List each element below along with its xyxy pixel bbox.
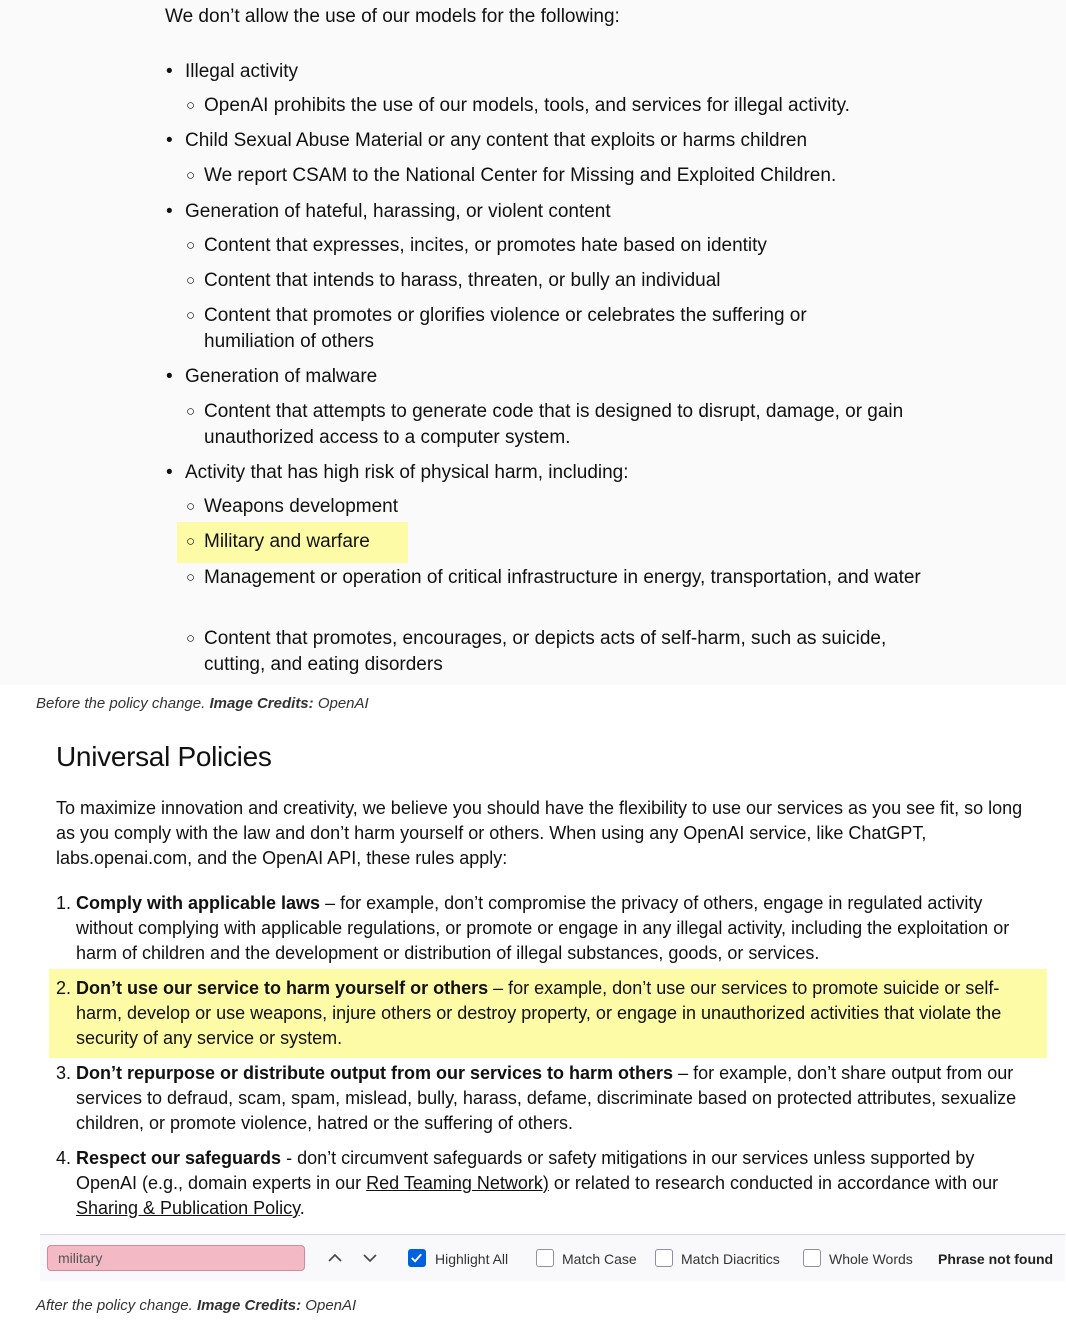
usage-intro: We don’t allow the use of our models for the following: (165, 6, 620, 27)
list-item: • Generation of malware (166, 364, 377, 390)
sub-list-item: ○ Weapons development (186, 496, 398, 517)
sub-list-item: ○ Content that promotes, encourages, or depicts acts of self-harm, such as suicide, cutting, and eating disorders (186, 628, 887, 675)
sharing-policy-link[interactable]: Sharing & Publication Policy (76, 1198, 300, 1218)
checkmark-icon (409, 1250, 424, 1265)
policies-paragraph: To maximize innovation and creativity, we believe you should have the flexibility to use our services as you see fit, so long as you comply with the law and don’t harm yourself or others. When using any OpenAI service, like ChatGPT, labs.openai.com, and the OpenAI API, these rules apply: (56, 798, 1023, 868)
red-teaming-link[interactable]: Red Teaming Network) (366, 1173, 549, 1193)
match-diacritics-checkbox[interactable] (655, 1249, 673, 1267)
chevron-down-icon[interactable] (360, 1248, 380, 1268)
list-item: • Child Sexual Abuse Material or any content that exploits or harms children (166, 128, 807, 154)
chevron-up-icon[interactable] (325, 1248, 345, 1268)
sub-list-item: ○ Management or operation of critical infrastructure in energy, transportation, and water (186, 567, 921, 588)
match-case-label[interactable]: Match Case (562, 1251, 637, 1267)
rule-item: 4. Respect our safeguards - don’t circumvent safeguards or safety mitigations in our services unless supported by OpenAI (e.g., domain experts in our Red Teaming Network) or related to research conducted in accordance with our Sharing & Publication Policy. (56, 1148, 999, 1218)
sub-list-item: ○ We report CSAM to the National Center for Missing and Exploited Children. (186, 165, 837, 186)
match-case-checkbox[interactable] (536, 1249, 554, 1267)
find-input[interactable] (47, 1245, 305, 1271)
match-diacritics-label[interactable]: Match Diacritics (681, 1251, 780, 1267)
sub-list-item: ○ Content that promotes or glorifies violence or celebrates the suffering or humiliation of others (186, 305, 807, 352)
rule-item: 3. Don’t repurpose or distribute output from our services to harm others – for example, don’t share output from our services to defraud, scam, spam, mislead, bully, harass, defame, discriminate based on protected attributes, sexualize children, or promote violence, hatred or the suffering of others. (56, 1063, 1017, 1133)
list-item: • Activity that has high risk of physical harm, including: (166, 460, 629, 486)
page-title: Universal Policies (56, 741, 272, 772)
sub-list-item: ○ Content that intends to harass, threaten, or bully an individual (186, 270, 721, 291)
sub-list-item: ○ Content that attempts to generate code that is designed to disrupt, damage, or gain unauthorized access to a computer system. (186, 401, 904, 448)
caption-before: Before the policy change. Image Credits: OpenAI (36, 695, 369, 712)
rule-item-highlighted: 2. Don’t use our service to harm yourself or others – for example, don’t use our services to promote suicide or self-harm, develop or use weapons, injure others or destroy property, or engage in unauthorized activities that violate the security of any service or system. (56, 978, 1002, 1048)
find-status: Phrase not found (938, 1251, 1054, 1267)
rule-item: 1. Comply with applicable laws – for example, don’t compromise the privacy of others, engage in regulated activity without complying with applicable regulations, or promote or engage in any illegal activity, including the exploitation or harm of children and the development or distribution of illegal substances, goods, or services. (56, 893, 1010, 963)
caption-after: After the policy change. Image Credits: OpenAI (36, 1297, 357, 1314)
sub-list-item: ○ Content that expresses, incites, or promotes hate based on identity (186, 235, 767, 256)
whole-words-label[interactable]: Whole Words (829, 1251, 913, 1267)
highlight-all-label[interactable]: Highlight All (435, 1251, 509, 1267)
list-item: • Illegal activity (166, 59, 298, 85)
highlight-all-checkbox[interactable] (408, 1249, 426, 1267)
list-item: • Generation of hateful, harassing, or violent content (166, 199, 611, 225)
sub-list-item: ○ OpenAI prohibits the use of our models, tools, and services for illegal activity. (186, 95, 850, 116)
whole-words-checkbox[interactable] (803, 1249, 821, 1267)
sub-list-item-highlighted: ○ Military and warfare (186, 531, 370, 552)
find-bar (40, 1234, 1065, 1281)
